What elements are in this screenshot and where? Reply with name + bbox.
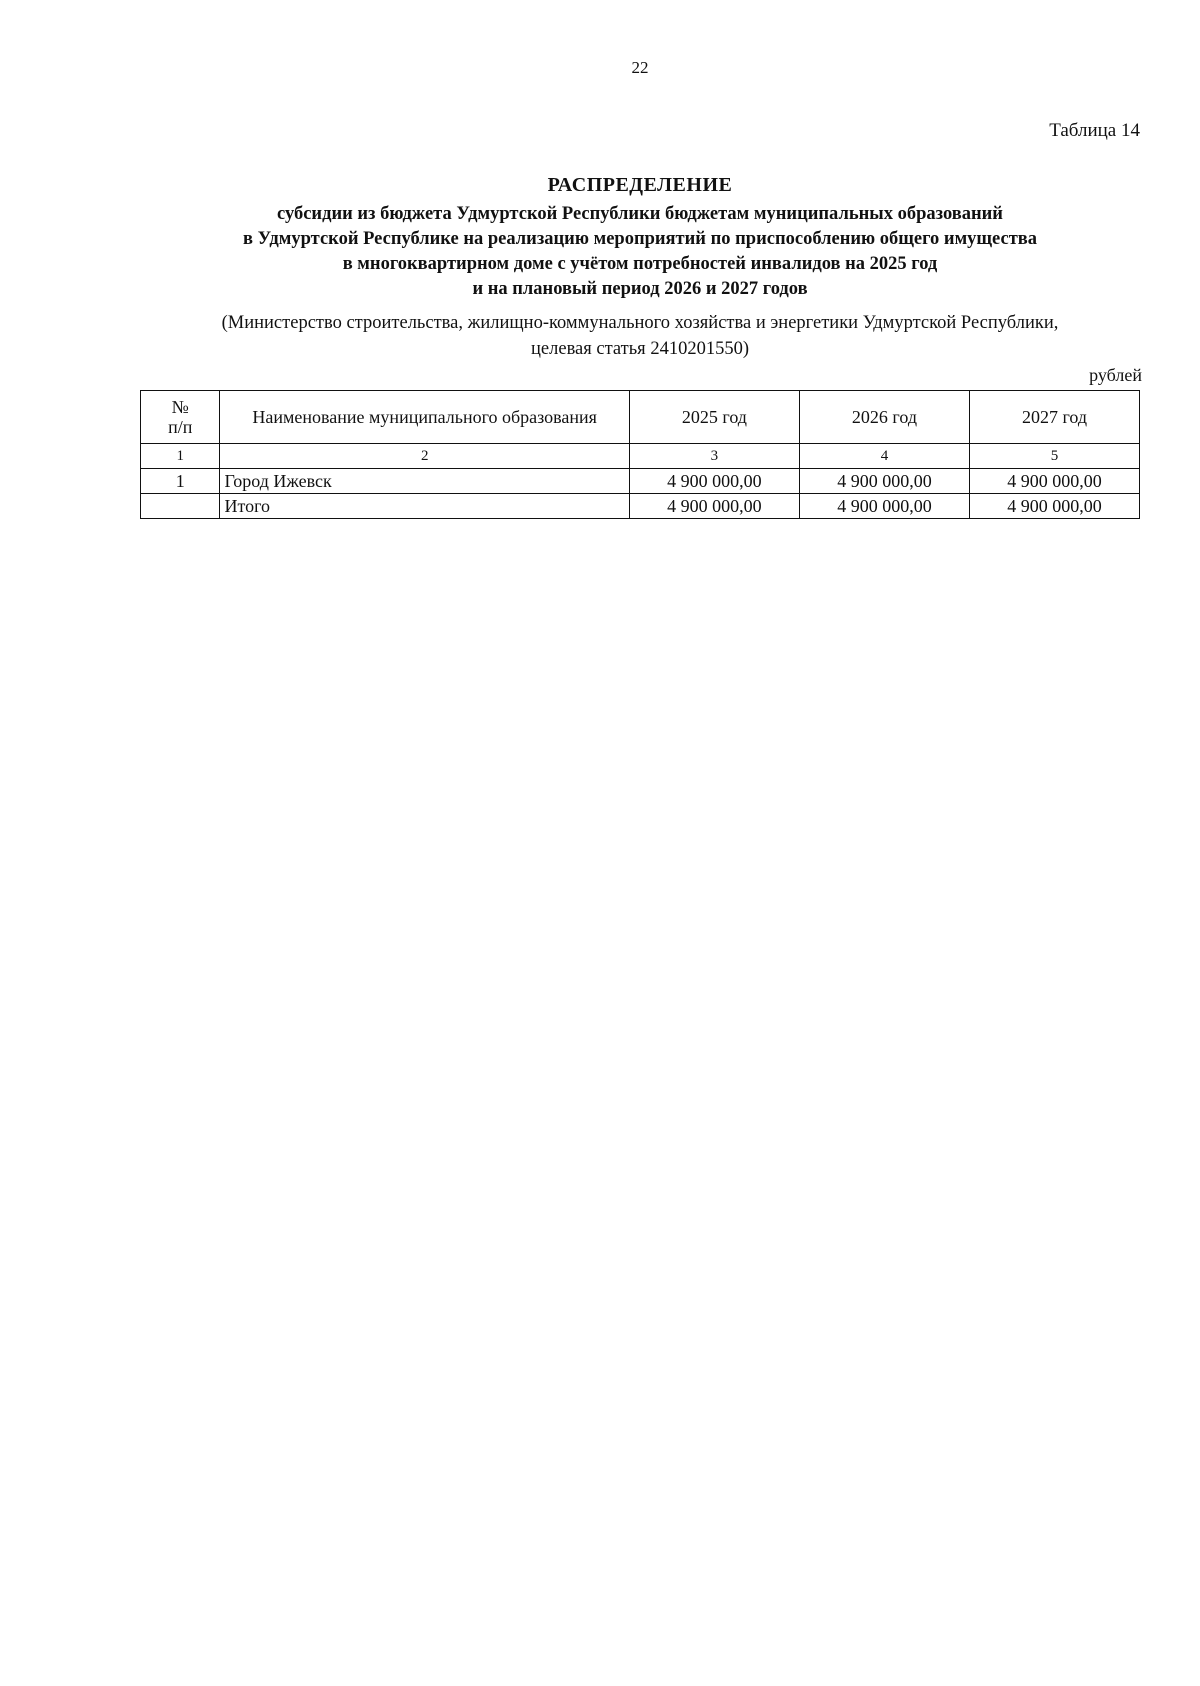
ministry-line: целевая статья 2410201550)	[531, 339, 749, 359]
header-number-abbr: п/п	[168, 417, 193, 437]
header-year-2026: 2026 год	[799, 391, 969, 444]
column-number: 5	[969, 444, 1139, 469]
units-label: рублей	[1089, 365, 1142, 385]
document-title: РАСПРЕДЕЛЕНИЕ	[547, 174, 733, 196]
row-value-2027: 4 900 000,00	[969, 494, 1139, 519]
column-number: 3	[629, 444, 799, 469]
subtitle-line: в Удмуртской Республике на реализацию мероприятий по приспособлению общего имущества	[242, 229, 1038, 249]
row-number	[141, 494, 220, 519]
header-year-2027: 2027 год	[969, 391, 1139, 444]
header-number-symbol: №	[171, 397, 189, 417]
row-value-2025: 4 900 000,00	[629, 469, 799, 494]
row-number: 1	[141, 469, 220, 494]
table-row	[141, 469, 1140, 494]
row-name: Итого	[220, 494, 629, 519]
header-name: Наименование муниципального образования	[220, 391, 629, 444]
column-number: 1	[141, 444, 220, 469]
header-number	[141, 391, 220, 444]
header-year-2025: 2025 год	[629, 391, 799, 444]
row-name: Город Ижевск	[220, 469, 629, 494]
column-number: 4	[799, 444, 969, 469]
row-value-2025: 4 900 000,00	[629, 494, 799, 519]
column-number: 2	[220, 444, 629, 469]
document-subtitle	[140, 202, 1140, 302]
row-value-2027: 4 900 000,00	[969, 469, 1139, 494]
table-label: Таблица 14	[1049, 120, 1140, 141]
ministry-note	[140, 310, 1140, 362]
row-value-2026: 4 900 000,00	[799, 469, 969, 494]
table-total-row	[141, 494, 1140, 519]
ministry-line: (Министерство строительства, жилищно-коммунального хозяйства и энергетики Удмуртской Республики,	[221, 313, 1059, 333]
distribution-table	[140, 390, 1140, 519]
page-number: 22	[631, 58, 649, 77]
row-value-2026: 4 900 000,00	[799, 494, 969, 519]
subtitle-line: и на плановый период 2026 и 2027 годов	[472, 279, 808, 299]
column-numbers-row	[141, 444, 1140, 469]
subtitle-line: в многоквартирном доме с учётом потребностей инвалидов на 2025 год	[342, 254, 938, 274]
table-header-row	[141, 391, 1140, 444]
subtitle-line: субсидии из бюджета Удмуртской Республики бюджетам муниципальных образований	[277, 204, 1003, 224]
